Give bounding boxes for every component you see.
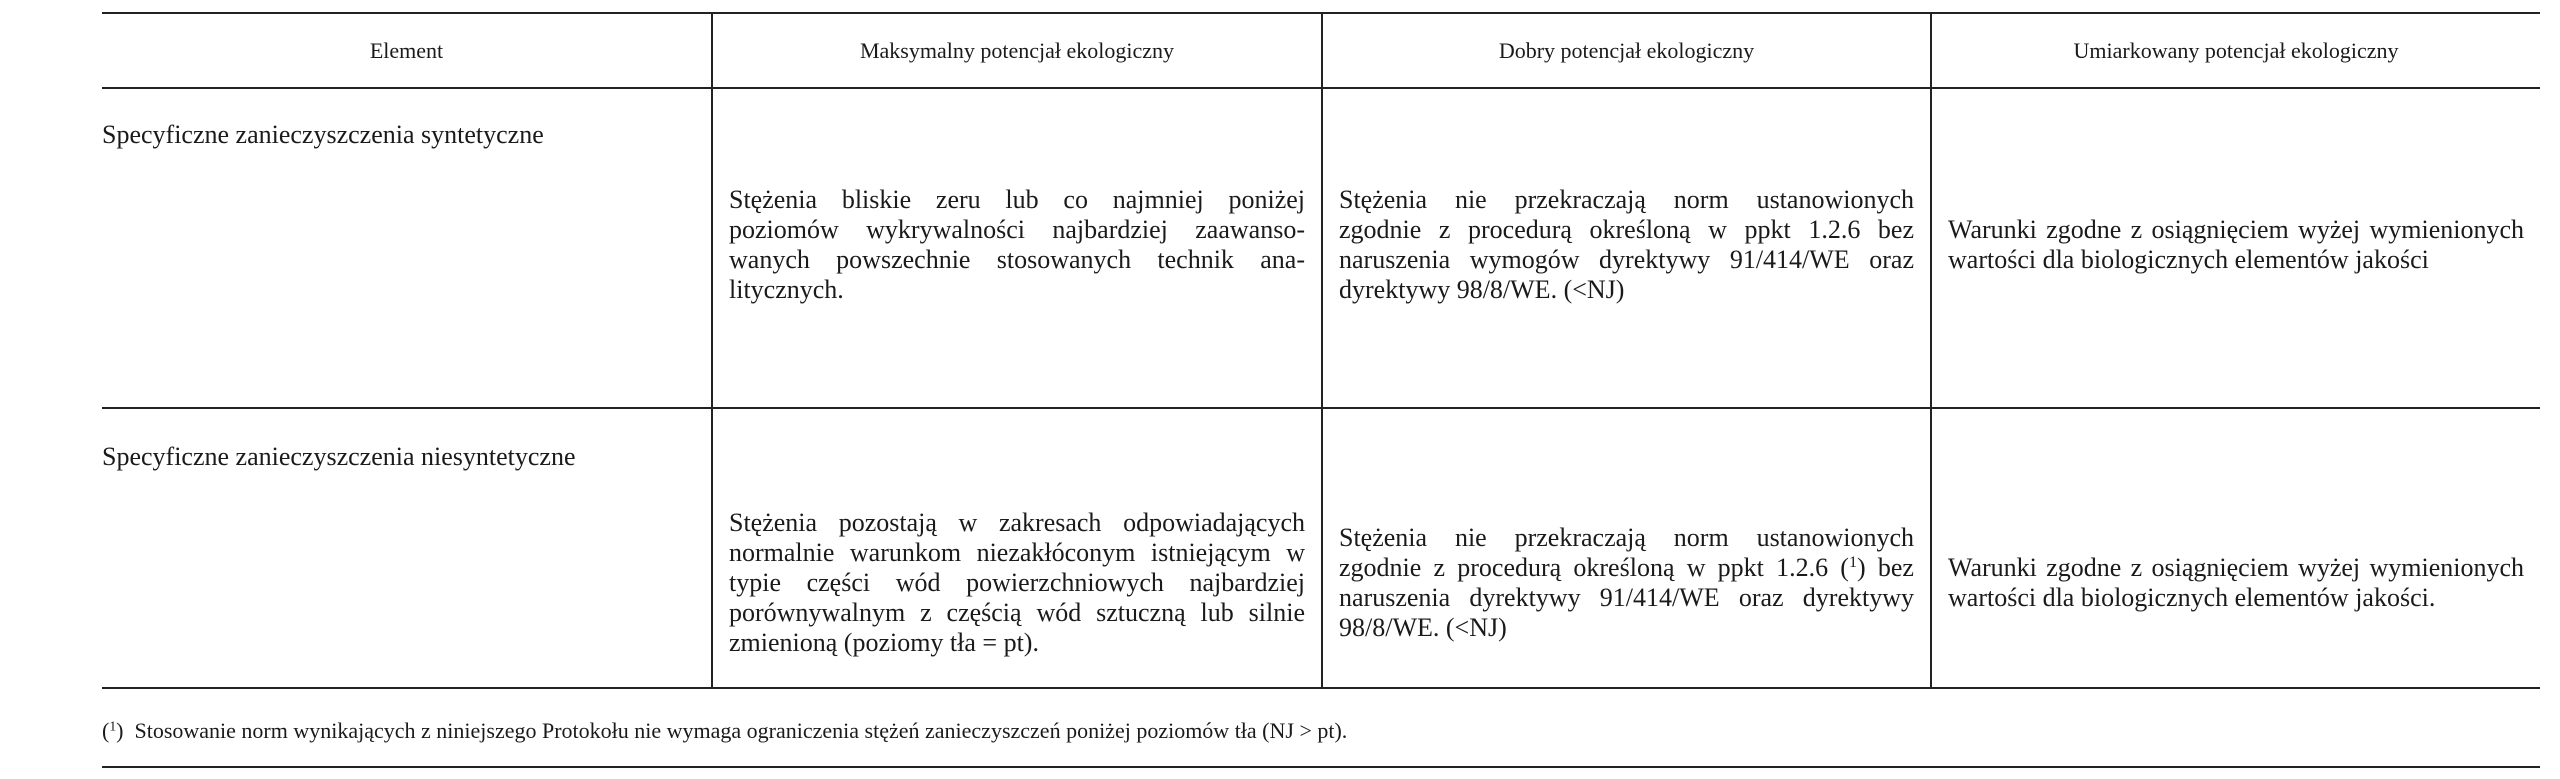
moderate-potential-cell — [1931, 408, 2540, 688]
maximum-potential-text: Stężenia bliskie zeru lub co najmniej poniżej poziomów wykrywalności najbardziej zaawansowanych powszechnie stosowanych technik analitycznych. — [729, 185, 1305, 304]
moderate-potential-cell — [1931, 88, 2540, 408]
table-row — [102, 88, 2540, 408]
ecological-potential-table — [102, 12, 2540, 689]
document-page — [102, 12, 2540, 689]
good-potential-text — [1339, 523, 1914, 643]
footnote-reference-marker: 1 — [1848, 554, 1858, 572]
row-element-cell — [102, 88, 712, 408]
maximum-potential-cell — [712, 408, 1322, 688]
footnote-close: ) — [116, 718, 124, 743]
header-element: Element — [102, 13, 712, 88]
row-element-label: Specyficzne zanieczyszczenia niesyntetyczne — [102, 442, 576, 471]
maximum-potential-cell — [712, 88, 1322, 408]
row-element-label: Specyficzne zanieczyszczenia syntetyczne — [102, 120, 544, 149]
bottom-rule — [102, 766, 2540, 768]
moderate-potential-text: Warunki zgodne z osiągnięciem wyżej wymienionych wartości dla biologicznych elementów jakości. — [1948, 553, 2524, 612]
footnote-marker: 1 — [109, 718, 117, 734]
good-potential-cell — [1322, 408, 1931, 688]
header-maximum-potential: Maksymalny potencjał ekologiczny — [712, 13, 1322, 88]
footnote — [102, 718, 2540, 744]
table-header-row — [102, 13, 2540, 88]
moderate-potential-text: Warunki zgodne z osiągnięciem wyżej wymienionych wartości dla biologicznych elementów jakości — [1948, 215, 2524, 274]
header-moderate-potential: Umiarkowany potencjał ekologiczny — [1931, 13, 2540, 88]
footnote-open: ( — [102, 718, 110, 743]
footnote-text: Stosowanie norm wynikających z niniejszego Protokołu nie wymaga ograniczenia stężeń zanieczyszczeń poniżej poziomów tła (NJ > pt). — [134, 718, 1348, 743]
maximum-potential-text: Stężenia pozostają w zakresach odpowiadających normalnie warunkom niezakłóconym istniejącym w typie części wód powierzchniowych najbardziej porównywalnym z częścią wód sztuczną lub silnie zmienioną (poziomy tła = pt). — [729, 508, 1305, 657]
good-potential-text-part: ) bez naruszenia dyrektywy 91/414/WE oraz dyrektywy 98/8/WE. (<NJ) — [1339, 553, 1914, 642]
table-row — [102, 408, 2540, 688]
good-potential-text-part: Stężenia nie przekraczają norm ustanowionych zgodnie z procedurą określoną w ppkt 1.2.6 ( — [1339, 523, 1914, 582]
good-potential-text: Stężenia nie przekraczają norm ustanowionych zgodnie z procedurą określoną w ppkt 1.2.6 bez naruszenia wymogów dyrektywy 91/414/WE oraz dyrektywy 98/8/WE. (<NJ) — [1339, 185, 1914, 304]
good-potential-cell — [1322, 88, 1931, 408]
row-element-cell — [102, 408, 712, 688]
header-good-potential: Dobry potencjał ekologiczny — [1322, 13, 1931, 88]
